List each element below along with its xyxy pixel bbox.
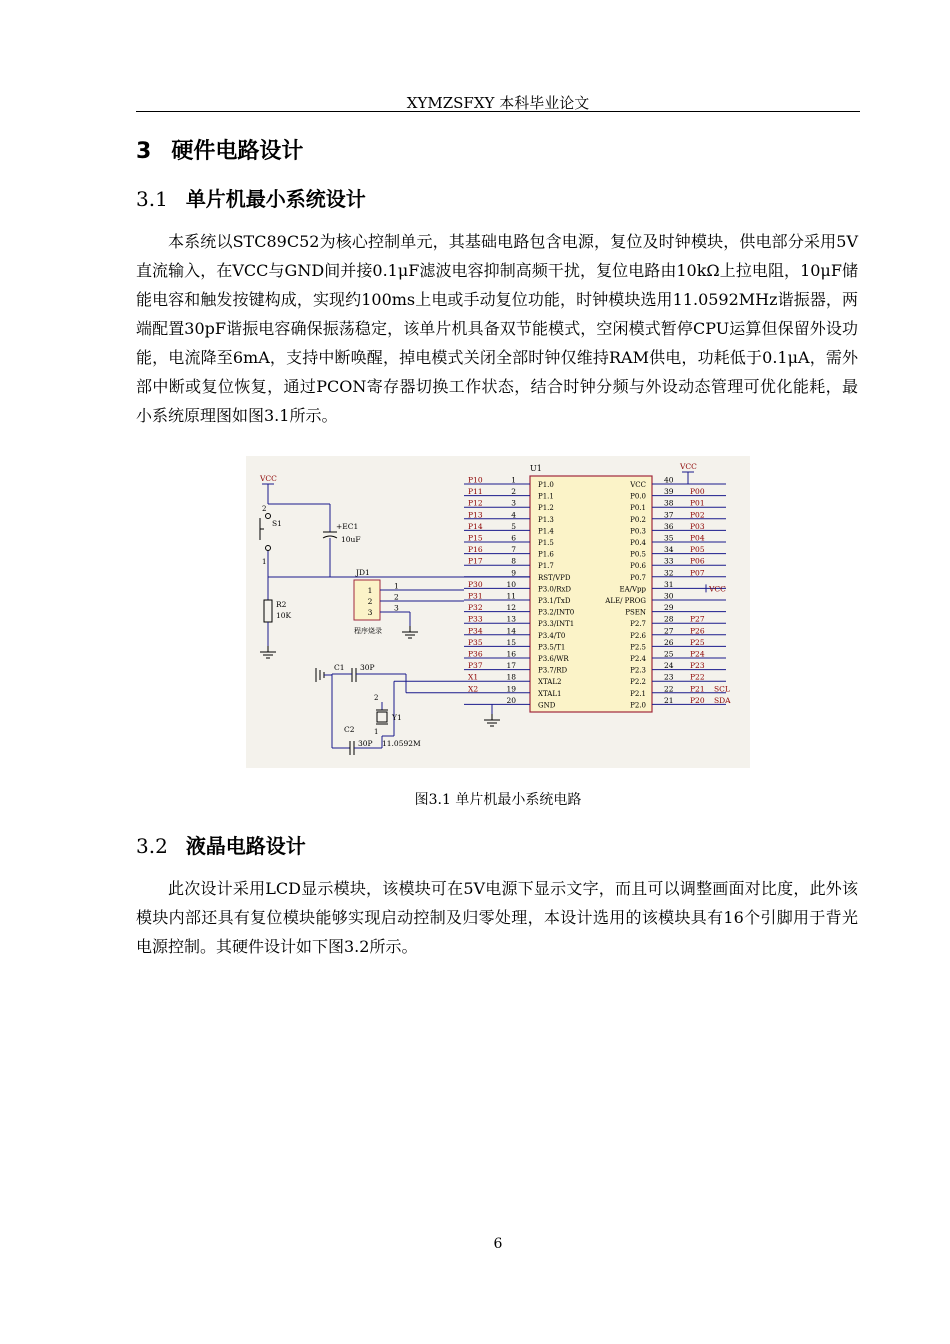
chip-left-pin-number: 14	[506, 626, 516, 636]
chip-right-pin-name: PSEN	[625, 608, 646, 617]
chip-right-pin-number: 29	[664, 603, 674, 613]
right-net-label: P03	[690, 521, 705, 531]
crystal-body	[377, 712, 387, 722]
right-net-label: P26	[690, 626, 705, 636]
left-net-label: P15	[468, 533, 483, 543]
c2-ref: C2	[344, 725, 355, 734]
switch-pin1: 1	[262, 558, 267, 566]
chip-left-pin-name: GND	[538, 701, 556, 710]
chip-right-pin-name: EA/Vpp	[619, 585, 646, 594]
header-outer-pin: 1	[394, 581, 399, 591]
right-net-label: P22	[690, 672, 705, 682]
chip-left-pin-name: P1.7	[538, 562, 554, 571]
chip-right-pin-number: 31	[664, 579, 674, 589]
chip-left-pin-name: P1.3	[538, 515, 554, 524]
switch-pin2: 2	[262, 505, 267, 513]
section-title: 液晶电路设计	[185, 834, 306, 858]
chip-left-pin-name: P1.1	[538, 492, 554, 501]
chip-right-pin-number: 34	[664, 545, 674, 555]
schematic-svg	[246, 456, 750, 768]
left-net-label: X2	[468, 684, 479, 694]
left-net-label: P35	[468, 637, 483, 647]
left-net-label: P37	[468, 661, 483, 671]
chip-right-pin-name: ALE/ PROG	[605, 597, 646, 605]
section-number: 3.2	[136, 834, 168, 858]
chip-left-pin-number: 10	[506, 579, 516, 589]
right-net-label: P01	[690, 498, 705, 508]
chip-left-pin-name: P1.2	[538, 504, 554, 513]
chip-left-pin-name: P3.4/T0	[538, 631, 566, 640]
right-net-label: P05	[690, 545, 705, 555]
chip-left-pin-number: 13	[506, 614, 516, 624]
switch-contact-top	[266, 514, 271, 519]
chip-left-pin-name: RST/VPD	[538, 573, 571, 582]
right-net-label: P00	[690, 487, 705, 497]
chip-right-pin-number: 35	[664, 533, 674, 543]
chip-right-pin-number: 26	[664, 637, 674, 647]
chip-left-pin-number: 8	[511, 556, 516, 566]
c2-value: 30P	[358, 739, 373, 748]
chip-right-pin-number: 30	[664, 591, 674, 601]
left-net-label: P14	[468, 521, 483, 531]
chip-right-pin-number: 32	[664, 568, 674, 578]
cap-ref: +EC1	[336, 522, 359, 531]
chip-left-pin-name: P3.6/WR	[538, 655, 569, 663]
right-net-label: P07	[690, 568, 705, 578]
chip-right-pin-number: 38	[664, 498, 674, 508]
chip-right-pin-name: P2.7	[630, 620, 646, 629]
chip-right-pin-name: P0.0	[630, 492, 646, 501]
chip-left-pin-name: P1.4	[538, 527, 554, 536]
chip-left-pin-number: 1	[511, 475, 516, 485]
left-net-label: P31	[468, 591, 483, 601]
chip-right-pin-name: P0.4	[630, 539, 646, 547]
chip-left-pin-number: 9	[511, 568, 516, 578]
section-title: 单片机最小系统设计	[185, 187, 366, 211]
chip-right-pin-name: P2.2	[630, 678, 646, 687]
chip-right-pin-number: 21	[664, 695, 674, 705]
chip-left-pin-name: P1.6	[538, 550, 554, 559]
right-net-label: P21	[690, 684, 705, 694]
chip-vcc-label: VCC	[680, 462, 697, 471]
chip-left-pin-number: 6	[511, 533, 516, 543]
chip-right-pin-name: P2.3	[630, 666, 646, 675]
chip-left-pin-name: XTAL2	[538, 678, 562, 687]
right-net-label: P20	[690, 695, 705, 705]
section-heading-3-2	[136, 830, 306, 859]
left-net-label: P34	[468, 626, 483, 636]
left-net-label: P12	[468, 498, 483, 508]
chip-left-pin-name: XTAL1	[538, 689, 562, 698]
chip-right-pin-name: P0.3	[630, 527, 646, 536]
section-number: 3.1	[136, 187, 168, 211]
left-net-label: P32	[468, 603, 483, 613]
chip-right-pin-number: 39	[664, 487, 674, 497]
left-net-label: P30	[468, 579, 483, 589]
right-net-label: P04	[690, 533, 705, 543]
header-outer-pin: 2	[394, 592, 399, 602]
chip-left-pin-number: 3	[511, 498, 516, 508]
right-net-label: P27	[690, 614, 705, 624]
chip-right-pin-number: 25	[664, 649, 674, 659]
resistor-ref: R2	[276, 600, 287, 609]
chip-right-pin-name: P2.0	[630, 701, 646, 710]
chip-right-pin-name: P0.6	[630, 562, 646, 571]
sda-label: SDA	[714, 695, 731, 705]
header-ref: JD1	[356, 568, 370, 577]
c1-ref: C1	[334, 663, 345, 672]
page-number: 6	[493, 1236, 503, 1252]
cap-plate-bottom	[323, 536, 337, 538]
chip-left-pin-name: P1.0	[538, 481, 554, 489]
chip-left-pin-name: P3.5/T1	[538, 643, 566, 652]
chip-left-pin-name: P3.7/RD	[538, 666, 568, 675]
chip-left-pin-number: 15	[506, 637, 516, 647]
left-net-label: P17	[468, 556, 483, 566]
chip-right-pin-name: P0.2	[630, 515, 646, 524]
chip-right-pin-name: P2.5	[630, 643, 646, 652]
scl-label: SCL	[714, 684, 730, 694]
header-outer-pin: 3	[394, 603, 399, 613]
chip-right-pin-name: VCC	[630, 481, 646, 489]
chip-left-pin-number: 16	[506, 649, 516, 659]
header-label: 程序烧录	[354, 627, 382, 635]
chip-right-pin-number: 24	[664, 661, 674, 671]
chip-right-pin-name: P0.1	[630, 504, 646, 513]
chip-right-pin-number: 28	[664, 614, 674, 624]
left-net-label: X1	[468, 672, 479, 682]
header-pin-number: 1	[367, 586, 373, 595]
chip-left-pin-number: 5	[511, 521, 516, 531]
chapter-heading	[136, 134, 303, 165]
right-net-label: P24	[690, 649, 705, 659]
figure-schematic	[246, 456, 750, 768]
chip-left-pin-number: 12	[506, 603, 516, 613]
left-net-label: P33	[468, 614, 483, 624]
section-3-2-paragraph: 此次设计采用LCD显示模块，该模块可在5V电源下显示文字，而且可以调整画面对比度，此外该模块内部还具有复位模块能够实现启动控制及归零处理，本设计选用的该模块具有16个引脚用于背光电源控制。其硬件设计如下图3.2所示。	[136, 879, 858, 956]
header-pin-number: 2	[367, 597, 373, 606]
chip-right-pin-name: P2.1	[630, 689, 646, 698]
left-net-label: P10	[468, 475, 483, 485]
chip-right-pin-number: 40	[664, 475, 674, 485]
chip-left-pin-number: 19	[506, 684, 516, 694]
section-3-1-paragraph: 本系统以STC89C52为核心控制单元，其基础电路包含电源，复位及时钟模块，供电部分采用5V直流输入，在VCC与GND间并接0.1μF滤波电容抑制高频干扰，复位电路由10kΩ上拉电阻，10μF储能电容和触发按键构成，实现约100ms上电或手动复位功能，时钟模块选用11.0592MHz谐振器，两端配置30pF谐振电容确保振荡稳定，该单片机具备双节能模式，空闲模式暂停CPU运算但保留外设功能，电流降至6mA，支持中断唤醒，掉电模式关闭全部时钟仅维持RAM供电，功耗低于0.1μA，需外部中断或复位恢复，通过PCON寄存器切换工作状态，结合时钟分频与外设动态管理可优化能耗，最小系统原理图如图3.1所示。	[136, 232, 858, 425]
section-heading-3-1	[136, 183, 366, 212]
crystal-pin2: 2	[374, 694, 379, 702]
c1-value: 30P	[360, 663, 375, 672]
chip-right-pin-name: P0.5	[630, 550, 646, 559]
chip-left-pin-number: 17	[506, 661, 516, 671]
header-rule	[136, 111, 860, 112]
reset-vcc-label: VCC	[260, 474, 277, 483]
chapter-number: 3	[136, 139, 152, 164]
figure-caption: 图3.1 单片机最小系统电路	[414, 792, 582, 808]
resistor-body	[264, 600, 272, 622]
left-net-label: P16	[468, 545, 483, 555]
chip-left-pin-name: P3.0/RxD	[538, 585, 572, 594]
chip-right-pin-number: 22	[664, 684, 674, 694]
chip-right-pin-name: P2.6	[630, 631, 646, 640]
resistor-value: 10K	[276, 611, 292, 620]
running-header: XYMZSFXY 本科毕业论文	[406, 94, 590, 112]
chip-left-pin-number: 2	[511, 487, 516, 497]
chip-right-pin-number: 23	[664, 672, 674, 682]
ea-vcc-label: VCC	[709, 584, 726, 594]
crystal-pin1: 1	[374, 728, 379, 736]
right-net-label: P23	[690, 661, 705, 671]
crystal-value: 11.0592M	[382, 739, 421, 748]
chip-right-pin-number: 36	[664, 521, 674, 531]
chip-left-pin-name: P3.2/INT0	[538, 608, 575, 617]
right-net-label: P25	[690, 637, 705, 647]
chip-right-pin-number: 33	[664, 556, 674, 566]
chapter-title: 硬件电路设计	[171, 139, 304, 164]
chip-left-pin-number: 7	[511, 545, 516, 555]
chip-left-pin-name: P3.3/INT1	[538, 620, 575, 629]
chip-left-pin-name: P1.5	[538, 539, 554, 547]
right-net-label: P06	[690, 556, 705, 566]
chip-right-pin-number: 27	[664, 626, 674, 636]
left-net-label: P36	[468, 649, 483, 659]
switch-ref: S1	[272, 519, 282, 528]
header-pin-number: 3	[367, 608, 373, 617]
chip-right-pin-number: 37	[664, 510, 674, 520]
chip-left-pin-number: 4	[511, 510, 516, 520]
left-net-label: P11	[468, 487, 483, 497]
cap-value: 10uF	[341, 535, 361, 544]
switch-contact-bottom	[266, 546, 271, 551]
chip-left-pin-name: P3.1/TxD	[538, 597, 571, 605]
crystal-ref: Y1	[392, 713, 402, 722]
right-net-label: P02	[690, 510, 705, 520]
chip-right-pin-name: P2.4	[630, 655, 646, 663]
chip-left-pin-number: 20	[506, 695, 516, 705]
chip-right-pin-name: P0.7	[630, 573, 646, 582]
left-net-label: P13	[468, 510, 483, 520]
chip-left-pin-number: 11	[506, 591, 516, 601]
chip-left-pin-number: 18	[506, 672, 516, 682]
chip-ref: U1	[530, 464, 542, 473]
